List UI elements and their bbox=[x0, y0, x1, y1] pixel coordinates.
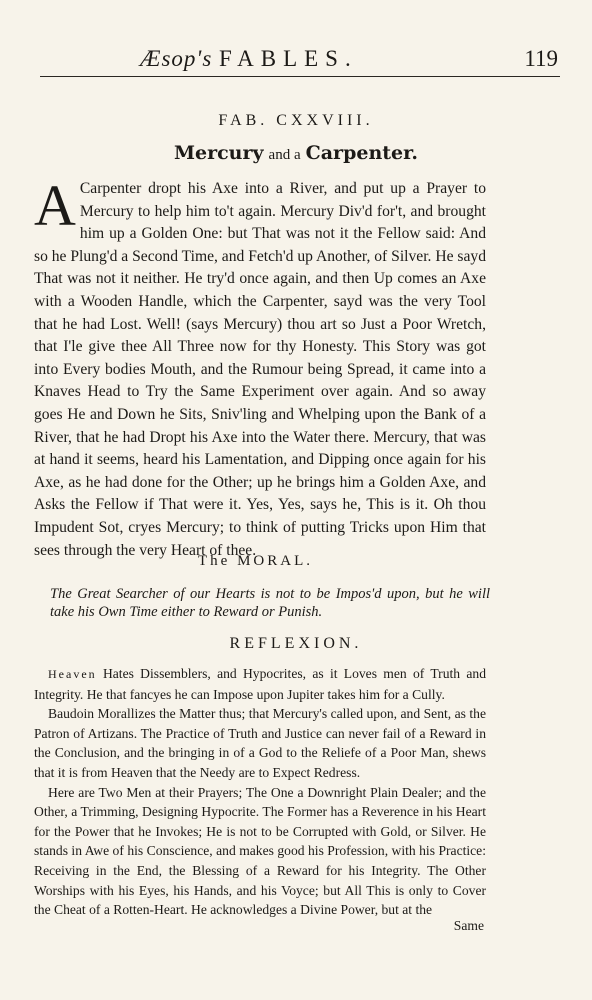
moral-text: The Great Searcher of our Hearts is not to be Impos'd upon, but he will take his Own Time either to Reward or Punish. bbox=[50, 586, 490, 620]
fable-title-and: and a bbox=[268, 147, 301, 163]
reflexion-paragraph-2: Baudoin Morallizes the Matter thus; that Mercury's called upon, and Sent, as the Patron of Artizans. The Practice of Truth and Justice can never fail of a Reward in the Conclusion, and the bringing in of a God to the Reliefe of a Poor Man, shews that it is from Heaven that the Needy are to Expect Redress. bbox=[34, 706, 486, 780]
reflexion-lead-word: Heaven bbox=[48, 667, 97, 681]
header-aesop: Æsop's bbox=[140, 46, 213, 71]
fable-number: FAB. CXXVIII. bbox=[218, 112, 374, 129]
fable-title-mercury: Mercury bbox=[173, 142, 264, 164]
fable-title bbox=[0, 142, 592, 165]
page-number: 119 bbox=[524, 46, 558, 71]
reflexion-paragraph-1 bbox=[34, 664, 486, 704]
header-rule bbox=[40, 76, 560, 77]
reflexion-paragraph-3: Here are Two Men at their Prayers; The One a Downright Plain Dealer; and the Other, a Trimming, Designing Hypocrite. The Former has a Reverence in his Heart for the Power that he Invokes; He is not to be Corrupted with Gold, or Silver. He stands in Awe of his Conscience, and makes good his Profession, with his Practice: Receiving in the End, the Blessing of a Reward for his Integrity. The Other Worships with his Eyes, his Hands, and his Voyce; but All This is only to Cover the Cheat of a Rotten-Heart. He acknowledges a Divine Power, but at the bbox=[34, 784, 486, 918]
header-title bbox=[140, 46, 358, 72]
drop-cap: A bbox=[34, 173, 76, 238]
reflexion-text bbox=[34, 664, 486, 920]
header-fables: FABLES. bbox=[219, 46, 358, 71]
reflexion-p1-body: Hates Dissemblers, and Hypocrites, as it Loves men of Truth and Integrity. He that fancyes he can Impose upon Jupiter takes him for a Cully. bbox=[34, 666, 486, 702]
reflexion-heading: REFLEXION. bbox=[229, 635, 363, 652]
fable-body: Carpenter dropt his Axe into a River, and put up a Prayer to Mercury to help him to't again. Mercury Div'd for't, and brought him up a Golden One: but That was not it the Fellow said: And so he Plung'd a Second Time, and Fetch'd up Another, of Silver. He sayd That was not it neither. He try'd once again, and then Up comes an Axe with a Wooden Handle, which the Carpenter, sayd was the very Tool that he had Lost. Well! (says Mercury) thou art so Just a Poor Wretch, that I'le give thee All Three now for thy Honesty. This Story was got into Every bodies Mouth, and the Rumour being Spread, it came into a Knaves Head to Try the Same Experiment over again. And so away goes He and Down he Sits, Sniv'ling and Whelping upon the Bank of a River, that he had Dropt his Axe into the Water there. Mercury, that was at hand it seems, heard his Lamentation, and Dipping once again for his Axe, as he had done for the Other; up he brings him a Golden Axe, and Asks the Fellow if That were it. Yes, Yes, says he, This is it. Oh thou Impudent Sot, cryes Mercury; to think of putting Tricks upon Him that sees through the very Heart of thee. bbox=[34, 180, 486, 559]
running-header bbox=[40, 44, 558, 78]
moral-heading: The MORAL. bbox=[198, 553, 313, 569]
fable-text bbox=[34, 173, 486, 562]
fable-title-carpenter: Carpenter. bbox=[305, 142, 419, 164]
catchword: Same bbox=[453, 918, 484, 933]
